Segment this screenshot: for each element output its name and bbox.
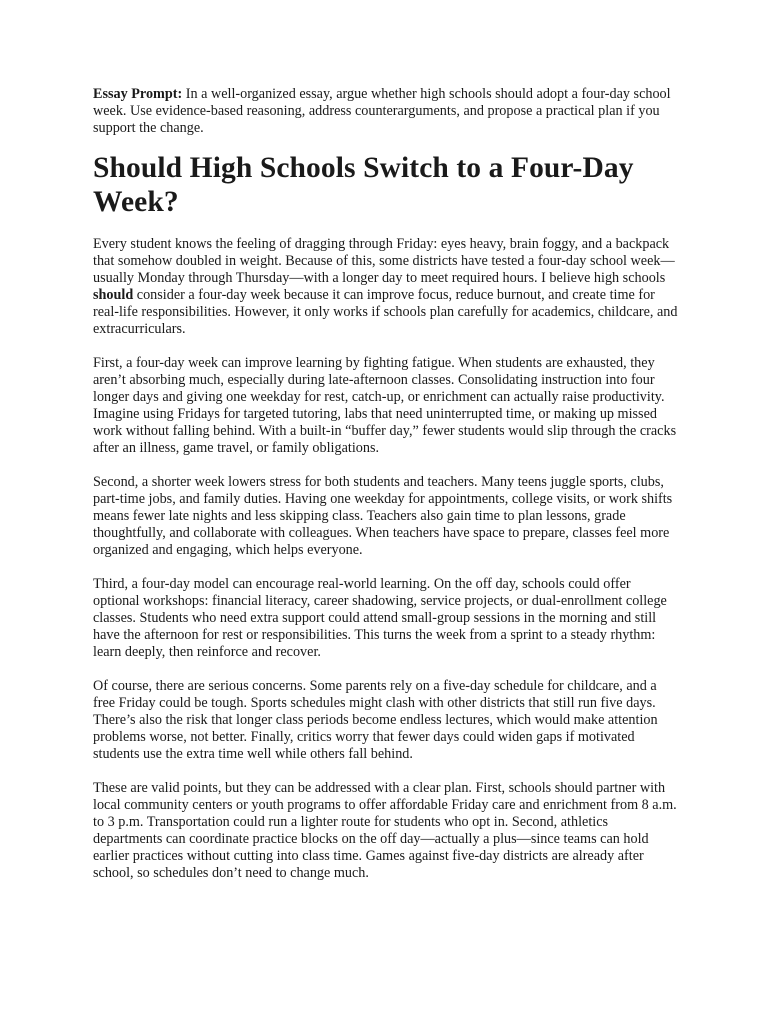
- intro-paragraph: [93, 236, 678, 338]
- body-paragraph-3: Third, a four-day model can encourage real-world learning. On the off day, schools could offer optional workshops: financial literacy, career shadowing, service projects, or dual-enrollment college classes. Students who need extra support could attend small-group sessions in the morning and still have the afternoon for rest or responsibilities. This turns the week from a sprint to a steady rhythm: learn deeply, then reinforce and recover.: [93, 576, 667, 660]
- document-page: [93, 86, 678, 899]
- plan-paragraph: These are valid points, but they can be addressed with a clear plan. First, schools should partner with local community centers or youth programs to offer affordable Friday care and enrichment from 8 a.m. to 3 p.m. Transportation could run a lighter route for students who opt in. Second, athletics departments can coordinate practice blocks on the off day—actually a plus—since teams can hold earlier practices without cutting into class time. Games against five-day districts are already after school, so schedules don’t need to change much.: [93, 780, 677, 881]
- counterargument-paragraph: Of course, there are serious concerns. Some parents rely on a five-day schedule for childcare, and a free Friday could be tough. Sports schedules might clash with other districts that still run five days. There’s also the risk that longer class periods become endless lectures, which would make attention problems worse, not better. Finally, critics worry that fewer days could widen gaps if motivated students use the extra time well while others fall behind.: [93, 678, 658, 762]
- body-paragraph-1: First, a four-day week can improve learning by fighting fatigue. When students are exhausted, they aren’t absorbing much, especially during late-afternoon classes. Consolidating instruction into four longer days and giving one weekday for rest, catch-up, or enrichment can actually raise productivity. Imagine using Fridays for targeted tutoring, labs that need uninterrupted time, or making up missed work without falling behind. With a built-in “buffer day,” fewer students would slip through the cracks after an illness, game travel, or family obligations.: [93, 355, 677, 456]
- essay-prompt-text: In a well-organized essay, argue whether high schools should adopt a four-day school week. Use evidence-based reasoning, address counterarguments, and propose a practical plan if you support the change.: [93, 86, 671, 136]
- essay-prompt-label: Essay Prompt:: [93, 86, 183, 102]
- body-paragraph-2: Second, a shorter week lowers stress for both students and teachers. Many teens juggle sports, clubs, part-time jobs, and family duties. Having one weekday for appointments, college visits, or work shifts means fewer late nights and less skipping class. Teachers also gain time to plan lessons, grade thoughtfully, and collaborate with colleagues. When teachers have space to prepare, classes feel more organized and engaging, which helps everyone.: [93, 474, 673, 558]
- essay-prompt: [93, 86, 678, 137]
- intro-bold-word: should: [93, 287, 134, 303]
- essay-title: Should High Schools Switch to a Four-Day Week?: [93, 152, 634, 218]
- intro-text-end: consider a four-day week because it can improve focus, reduce burnout, and create time for real-life responsibilities. However, it only works if schools plan carefully for academics, childcare, and extracurriculars.: [93, 287, 678, 337]
- intro-text-start: Every student knows the feeling of dragging through Friday: eyes heavy, brain foggy, and a backpack that somehow doubled in weight. Because of this, some districts have tested a four-day school week—usually Monday through Thursday—with a longer day to meet required hours. I believe high schools: [93, 236, 675, 286]
